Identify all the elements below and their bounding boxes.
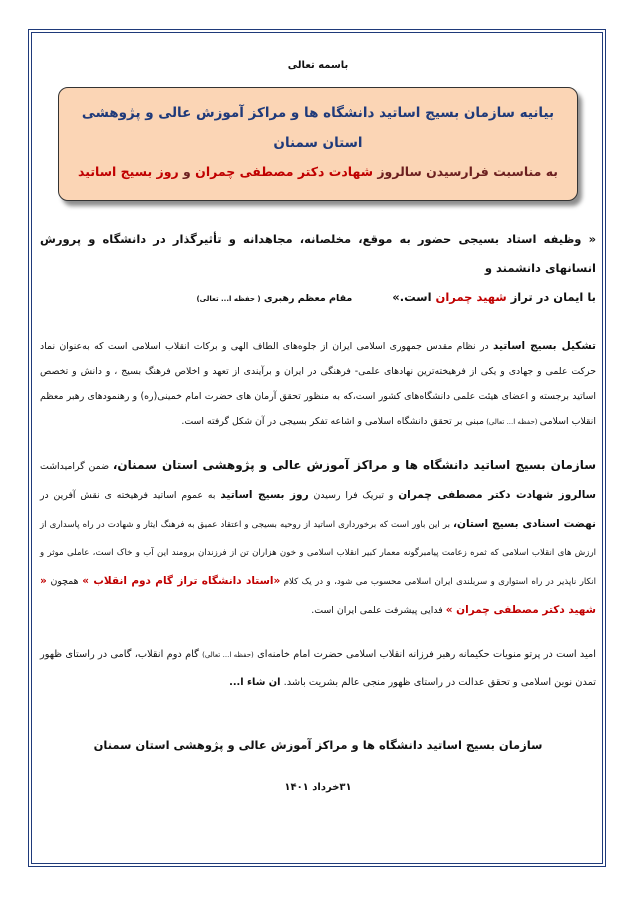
paragraph-3-t2: گام دوم انقلاب، گامی در راستای ظهور تمدن نوین اسلامی و تحقق عدالت در راستای ظهور منجی عالم بشریت باشد.: [40, 649, 596, 688]
title-line-2-highlight-2: روز بسیج اساتید: [78, 164, 179, 179]
paragraph-2-b1: سالروز شهادت دکتر مصطفی چمران: [398, 489, 596, 501]
quote-attribution: [196, 293, 352, 304]
paragraph-2-t5: فدایی پیشرفت علمی ایران است.: [311, 605, 446, 616]
paragraph-2-t2: و تبریک فرا رسیدن: [308, 490, 399, 501]
paragraph-1-note: (حفظه ا... تعالی): [483, 418, 540, 426]
paragraph-1: [40, 334, 596, 435]
paragraph-2-small: بر این باور است که برخورداری اساتید از روحیه بسیجی و اعتقاد عمیق به فرهنگ ایثار و شهادت در راه پاسداری از ارزش های انقلاب اسلامی که ثمره زعامت پیامبرگونه معمار کبیر انقلاب اسلامی و خون هزاران تن از فرزندان برومند این آب و خاک است، عاملی موثر و انکار ناپذیر در راه استواری و سربلندی ایران اسلامی محسوب می شود، و در یک کلام: [40, 520, 596, 587]
basmala: باسمه تعالی: [287, 60, 349, 71]
date: ۳۱خرداد ۱۴۰۱: [284, 782, 352, 793]
title-line-2-text-a: به مناسبت فرارسیدن سالروز: [373, 164, 558, 179]
paragraph-2-t1: ضمن گرامیداشت: [40, 461, 113, 472]
paragraph-2-red-2: « شهید دکتر مصطفی چمران »: [40, 575, 596, 616]
paragraph-3-note: (حفظه ا... تعالی): [202, 651, 254, 659]
title-line-2: [69, 158, 567, 186]
quote-text-a: با ایمان در تراز: [506, 290, 596, 304]
statement-document: [40, 60, 596, 793]
leader-quote: [40, 225, 596, 314]
paragraph-1-text-2: مبنی بر تحقق دانشگاه اسلامی و اشاعه تفکر بسیجی در آن شکل گرفته است.: [181, 416, 484, 427]
paragraph-1-text-1: در نظام مقدس جمهوری اسلامی ایران از جلوه‌های الطاف الهی و برکات انقلاب اسلامی است که به‌عنوان نماد حرکت علمی و جهادی و یکی از فرهیخته‌ترین نهادهای علمی- فرهنگی در ایران و برآیندی از تعهد و اخلاص فرهنگ بسیج ، و دانش و تخصص اساتید برجسته و اعضای هیئت علمی دانشگاه‌های کشور است،که به منظور تحقق آرمان های حضرت امام خمینی(ره) و رهنمودهای رهبر معظم انقلاب اسلامی: [40, 341, 596, 427]
paragraph-3-closing: ان شاء ا...: [229, 677, 281, 688]
paragraph-3: [40, 641, 596, 696]
quote-text-b: است.»: [392, 290, 436, 304]
paragraph-2-b2: روز بسیج اساتید: [220, 489, 309, 501]
title-box: [58, 87, 578, 201]
paragraph-2-t4: همچون: [46, 576, 83, 587]
quote-attribution-note: ( حفظه ا... تعالی): [196, 295, 261, 303]
quote-line-2: [40, 283, 596, 314]
paragraph-2-b3: نهضت اسنادی بسیج استان،: [453, 518, 596, 530]
quote-line-1: « وظیفه استاد بسیجی حضور به موقع، مخلصانه، مجاهدانه و تأثیرگذار در دانشگاه و پرورش انسانهای دانشمند و: [40, 232, 596, 275]
quote-attribution-name: مقام معظم رهبری: [263, 293, 353, 304]
paragraph-1-lead: تشکیل بسیج اساتید: [492, 340, 596, 352]
title-line-1: بیانیه سازمان بسیج اساتید دانشگاه ها و مراکز آموزش عالی و پژوهشی استان سمنان: [81, 105, 555, 151]
paragraph-2: [40, 451, 596, 625]
paragraph-2-t3: به عموم اساتید فرهیخته ی نقش آفرین در: [40, 490, 221, 501]
title-line-2-text-b: و: [178, 164, 196, 179]
title-line-2-highlight-1: شهادت دکتر مصطفی چمران: [195, 164, 373, 179]
signature: سازمان بسیج اساتید دانشگاه ها و مراکز آموزش عالی و پژوهشی استان سمنان: [93, 738, 543, 752]
paragraph-2-red-1: «استاد دانشگاه تراز گام دوم انقلاب »: [82, 575, 281, 587]
paragraph-2-lead: سازمان بسیج اساتید دانشگاه ها و مراکز آموزش عالی و پژوهشی استان سمنان،: [112, 458, 596, 472]
quote-highlight: شهید چمران: [435, 290, 507, 304]
paragraph-3-t1: امید است در پرتو منویات حکیمانه رهبر فرزانه انقلاب اسلامی حضرت امام خامنه‌ای: [253, 649, 596, 660]
